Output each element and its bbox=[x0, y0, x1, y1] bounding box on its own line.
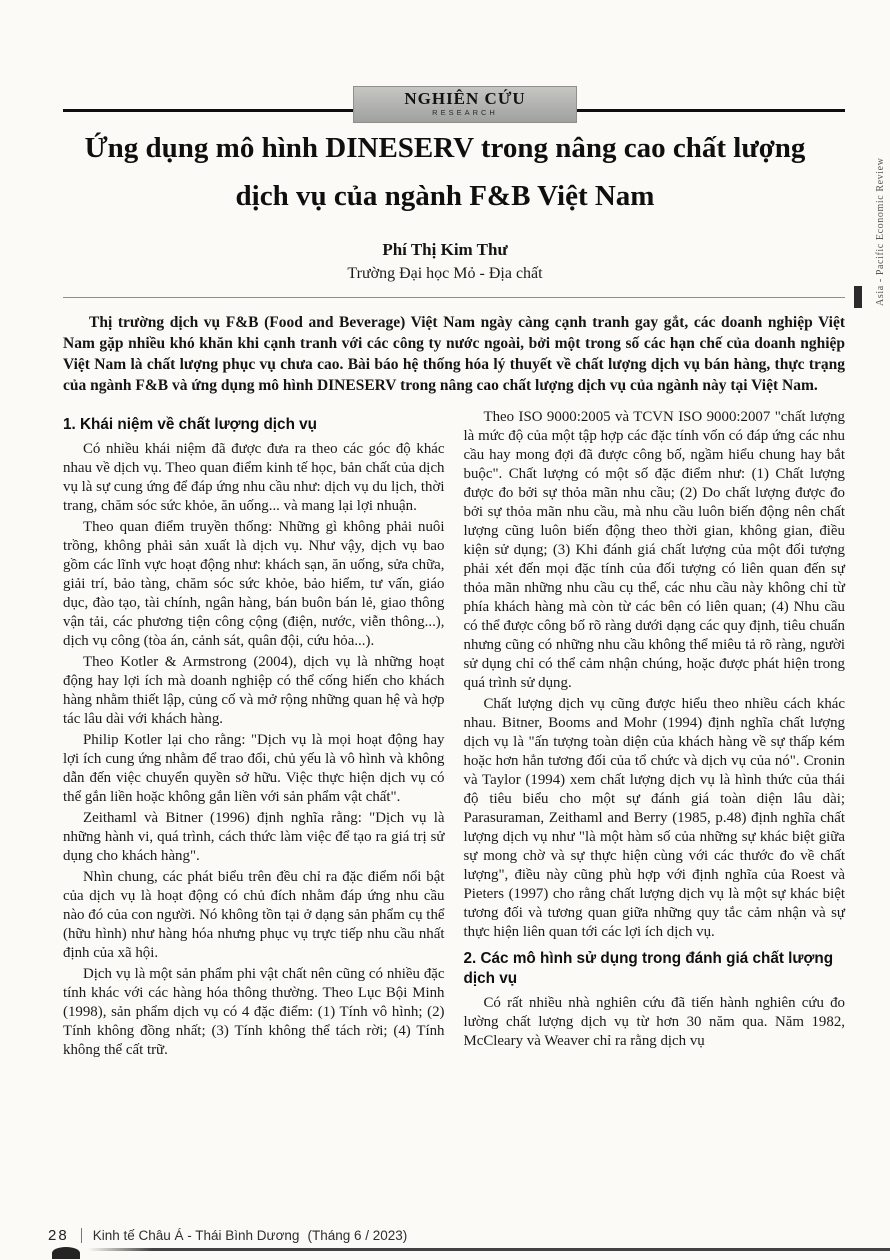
article-body bbox=[63, 408, 845, 1062]
left-paragraph: Theo quan điểm truyền thống: Những gì không phải nuôi trồng, không phải sản xuất là dịch vụ. Như vậy, dịch vụ bao gồm các lĩnh vực hoạt động như: khách sạn, ăn uống, sửa chữa, giải trí, bảo tàng, chăm sóc sức khỏe, bảo hiểm, tư vấn, giáo dục, đào tạo, tài chính, ngân hàng, bán buôn bán lẻ, giao thông vận tải, các phương tiện công cộng (điện, nước, viễn thông...), dịch vụ công (tòa án, cảnh sát, quân đội, cứu hỏa...). bbox=[63, 519, 445, 649]
journal-name: Kinh tế Châu Á - Thái Bình Dương bbox=[92, 1228, 300, 1243]
page-number: 28 bbox=[48, 1227, 69, 1244]
right-paragraph: Theo ISO 9000:2005 và TCVN ISO 9000:2007 "chất lượng là mức độ của một tập hợp các đặc tính vốn có đáp ứng các nhu cầu hay mong đợi đã được công bố, ngầm hiểu chung hay bắt buộc". Chất lượng có một số đặc điểm như: (1) Chất lượng được đo bởi sự thỏa mãn nhu cầu; (2) Do chất lượng được đo bởi sự thỏa mãn nhu cầu, mà nhu cầu luôn biến động nên chất lượng cũng luôn biến động theo thời gian, không gian, điều kiện sử dụng; (3) Khi đánh giá chất lượng của một đối tượng phải xét đến mọi đặc tính của đối tượng có liên quan đến sự thỏa mãn những nhu cầu cụ thể, các nhu cầu này không chỉ từ phía khách hàng mà còn từ các bên có liên quan; (4) Nhu cầu có thể được công bố rõ ràng dưới dạng các quy định, tiêu chuẩn nhưng cũng có những nhu cầu không thể miêu tả rõ ràng, người sử dụng chỉ có thể cảm nhận chúng, hoặc được phát hiện trong quá trình sử dụng. bbox=[463, 409, 845, 691]
article-title bbox=[0, 124, 890, 220]
badge-subtitle: RESEARCH bbox=[432, 108, 498, 117]
badge-title: NGHIÊN CỨU bbox=[404, 89, 526, 108]
page-header bbox=[0, 0, 890, 302]
footer-divider bbox=[81, 1228, 82, 1243]
scan-edge-artifact bbox=[88, 1248, 890, 1251]
page-footer bbox=[48, 1227, 407, 1244]
left-paragraph: Nhìn chung, các phát biểu trên đều chỉ ra đặc điểm nổi bật của dịch vụ là hoạt động có chủ đích nhằm đáp ứng nhu cầu nào đó của con người. Nó không tồn tại ở dạng sản phẩm cụ thể (hữu hình) như hàng hóa nhưng phục vụ trực tiếp nhu cầu nhất định của xã hội. bbox=[63, 869, 445, 961]
article-content bbox=[0, 312, 890, 1062]
scan-blob-artifact bbox=[52, 1247, 80, 1259]
left-paragraph: Có nhiều khái niệm đã được đưa ra theo các góc độ khác nhau về dịch vụ. Theo quan điểm kinh tế học, bản chất của dịch vụ là sự cung ứng để đáp ứng nhu cầu như: dịch vụ du lịch, thời trang, chăm sóc sức khỏe, ăn uống... và mang lại lợi nhuận. bbox=[63, 441, 445, 514]
left-paragraph: Theo Kotler & Armstrong (2004), dịch vụ là những hoạt động hay lợi ích mà doanh nghiệp có thể cống hiến cho khách hàng nhằm thiết lập, củng cố và mở rộng những quan hệ và hợp tác lâu dài với khách hàng. bbox=[63, 654, 445, 727]
section-2-heading: 2. Các mô hình sử dụng trong đánh giá chất lượng dịch vụ bbox=[463, 950, 834, 987]
print-registration-mark bbox=[854, 286, 862, 308]
header-divider bbox=[63, 297, 845, 298]
right-paragraph: Chất lượng dịch vụ cũng được hiểu theo nhiều cách khác nhau. Bitner, Booms and Mohr (1994) định nghĩa chất lượng dịch vụ là "ấn tượng toàn diện của khách hàng về sự thấp kém hoặc hơn hẳn tương đối của tổ chức và dịch vụ của nó". Cronin và Taylor (1994) xem chất lượng dịch vụ là hình thức của thái độ tiêu biểu cho một sự đánh giá toàn diện lâu dài; Parasuraman, Zeithaml and Berry (1985, p.48) định nghĩa chất lượng dịch vụ như "là một hàm số của những sự khác biệt giữa sự mong chờ và sự thực hiện cùng với các thước đo về chất lượng", điều này cũng phù hợp với định nghĩa của Roest và Pieters (1997) cho rằng chất lượng dịch vụ là một sự khác biệt tương đối và tương quan giữa những quy tắc cảm nhận và sự thực hiện liên quan tới các lợi ích dịch vụ. bbox=[463, 696, 845, 940]
left-paragraph: Zeithaml và Bitner (1996) định nghĩa rằng: "Dịch vụ là những hành vi, quá trình, cách thức làm việc để tạo ra giá trị sử dụng cho khách hàng". bbox=[63, 810, 445, 864]
left-paragraph: Philip Kotler lại cho rằng: "Dịch vụ là mọi hoạt động hay lợi ích cung ứng nhằm để trao đổi, chủ yếu là vô hình và không dẫn đến việc chuyển quyền sở hữu. Việc thực hiện dịch vụ có thể gắn liền hoặc không gắn liền với sản phẩm vật chất". bbox=[63, 732, 445, 805]
title-line-1: Ứng dụng mô hình DINESERV trong nâng cao chất lượng bbox=[84, 132, 806, 164]
section-badge bbox=[353, 86, 577, 123]
right-paragraph: Có rất nhiều nhà nghiên cứu đã tiến hành nghiên cứu đo lường chất lượng dịch vụ từ hơn 30 năm qua. Năm 1982, McCleary và Weaver chỉ ra rằng dịch vụ bbox=[463, 995, 845, 1049]
section-1-heading: 1. Khái niệm về chất lượng dịch vụ bbox=[63, 416, 318, 433]
title-line-2: dịch vụ của ngành F&B Việt Nam bbox=[235, 180, 655, 212]
author-affiliation: Trường Đại học Mỏ - Địa chất bbox=[347, 265, 543, 282]
right-column bbox=[464, 408, 846, 1062]
issue-date: (Tháng 6 / 2023) bbox=[307, 1228, 408, 1243]
journal-side-label: Asia - Pacific Economic Review bbox=[875, 157, 886, 306]
abstract-text: Thị trường dịch vụ F&B (Food and Beverage) Việt Nam ngày càng cạnh tranh gay gắt, các doanh nghiệp Việt Nam gặp nhiều khó khăn khi cạnh tranh với các công ty nước ngoài, bởi một trong số các hạn chế của doanh nghiệp Việt Nam là chất lượng phục vụ chưa cao. Bài báo hệ thống hóa lý thuyết về chất lượng dịch vụ bán hàng, thực trạng của ngành F&B và ứng dụng mô hình DINESERV trong nâng cao chất lượng dịch vụ của ngành này tại Việt Nam. bbox=[63, 314, 845, 394]
left-paragraph: Dịch vụ là một sản phẩm phi vật chất nên cũng có nhiều đặc tính khác với các hàng hóa thông thường. Theo Lục Bội Minh (1998), sản phẩm dịch vụ có 4 đặc điểm: (1) Tính vô hình; (2) Tính không đồng nhất; (3) Tính không thể tách rời; (4) Tính không thể cất trữ. bbox=[63, 966, 445, 1058]
author-name: Phí Thị Kim Thư bbox=[382, 240, 508, 259]
left-column bbox=[63, 408, 445, 1062]
